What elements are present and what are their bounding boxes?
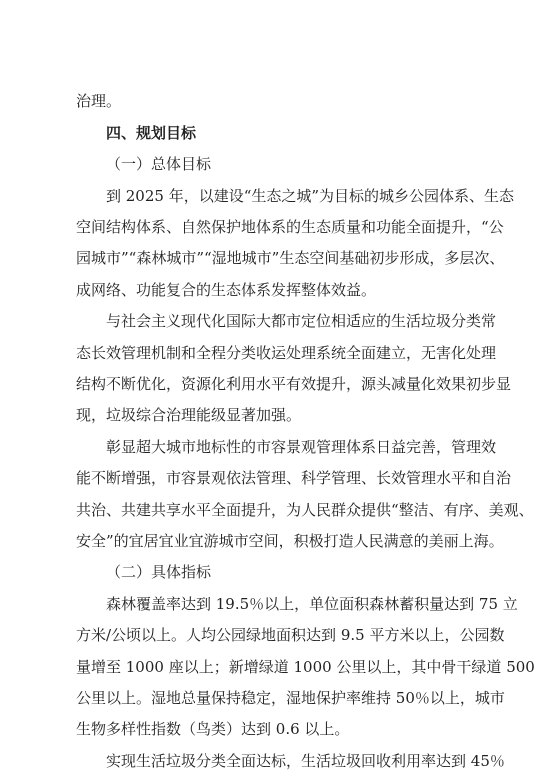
paragraph-line: 结构不断优化，资源化利用水平有效提升，源头减量化效果初步显 (76, 375, 512, 393)
paragraph-line: 森林覆盖率达到 19.5％以上，单位面积森林蓄积量达到 75 立 (106, 595, 518, 613)
paragraph-line: 共治、共建共享水平全面提升，为人民群众提供“整洁、有序、美观、 (76, 501, 534, 519)
paragraph-line: 现，垃圾综合治理能级显著加强。 (76, 406, 302, 424)
paragraph-line: 量增至 1000 座以上；新增绿道 1000 公里以上，其中骨干绿道 500 (76, 658, 535, 676)
paragraph-line: 彰显超大城市地标性的市容景观管理体系日益完善，管理效 (106, 438, 497, 456)
subsection-heading: （一）总体目标 (106, 155, 212, 173)
paragraph-tail: 治理。 (76, 92, 122, 110)
paragraph-line: 实现生活垃圾分类全面达标，生活垃圾回收利用率达到 45％ (106, 752, 505, 770)
paragraph-line: 空间结构体系、自然保护地体系的生态质量和功能全面提升，“公 (76, 218, 504, 236)
paragraph-line: 态长效管理机制和全程分类收运处理系统全面建立，无害化处理 (76, 344, 497, 362)
paragraph-line: 方米/公顷以上。人均公园绿地面积达到 9.5 平方米以上，公园数 (76, 626, 505, 644)
paragraph-line: 与社会主义现代化国际大都市定位相适应的生活垃圾分类常 (106, 312, 497, 330)
paragraph-line: 公里以上。湿地总量保持稳定，湿地保护率维持 50％以上，城市 (76, 689, 505, 707)
paragraph-line: 到 2025 年，以建设“生态之城”为目标的城乡公园体系、生态 (106, 187, 515, 205)
paragraph-line: 生物多样性指数（鸟类）达到 0.6 以上。 (76, 720, 350, 738)
paragraph-line: 成网络、功能复合的生态体系发挥整体效益。 (76, 281, 377, 299)
section-heading: 四、规划目标 (106, 124, 197, 142)
paragraph-line: 安全”的宜居宜业宜游城市空间，积极打造人民满意的美丽上海。 (76, 532, 504, 550)
paragraph-line: 能不断增强，市容景观依法管理、科学管理、长效管理水平和自治 (76, 469, 512, 487)
subsection-heading: （二）具体指标 (106, 563, 212, 581)
paragraph-line: 园城市”“森林城市”“湿地城市”生态空间基础初步形成，多层次、 (76, 249, 505, 267)
